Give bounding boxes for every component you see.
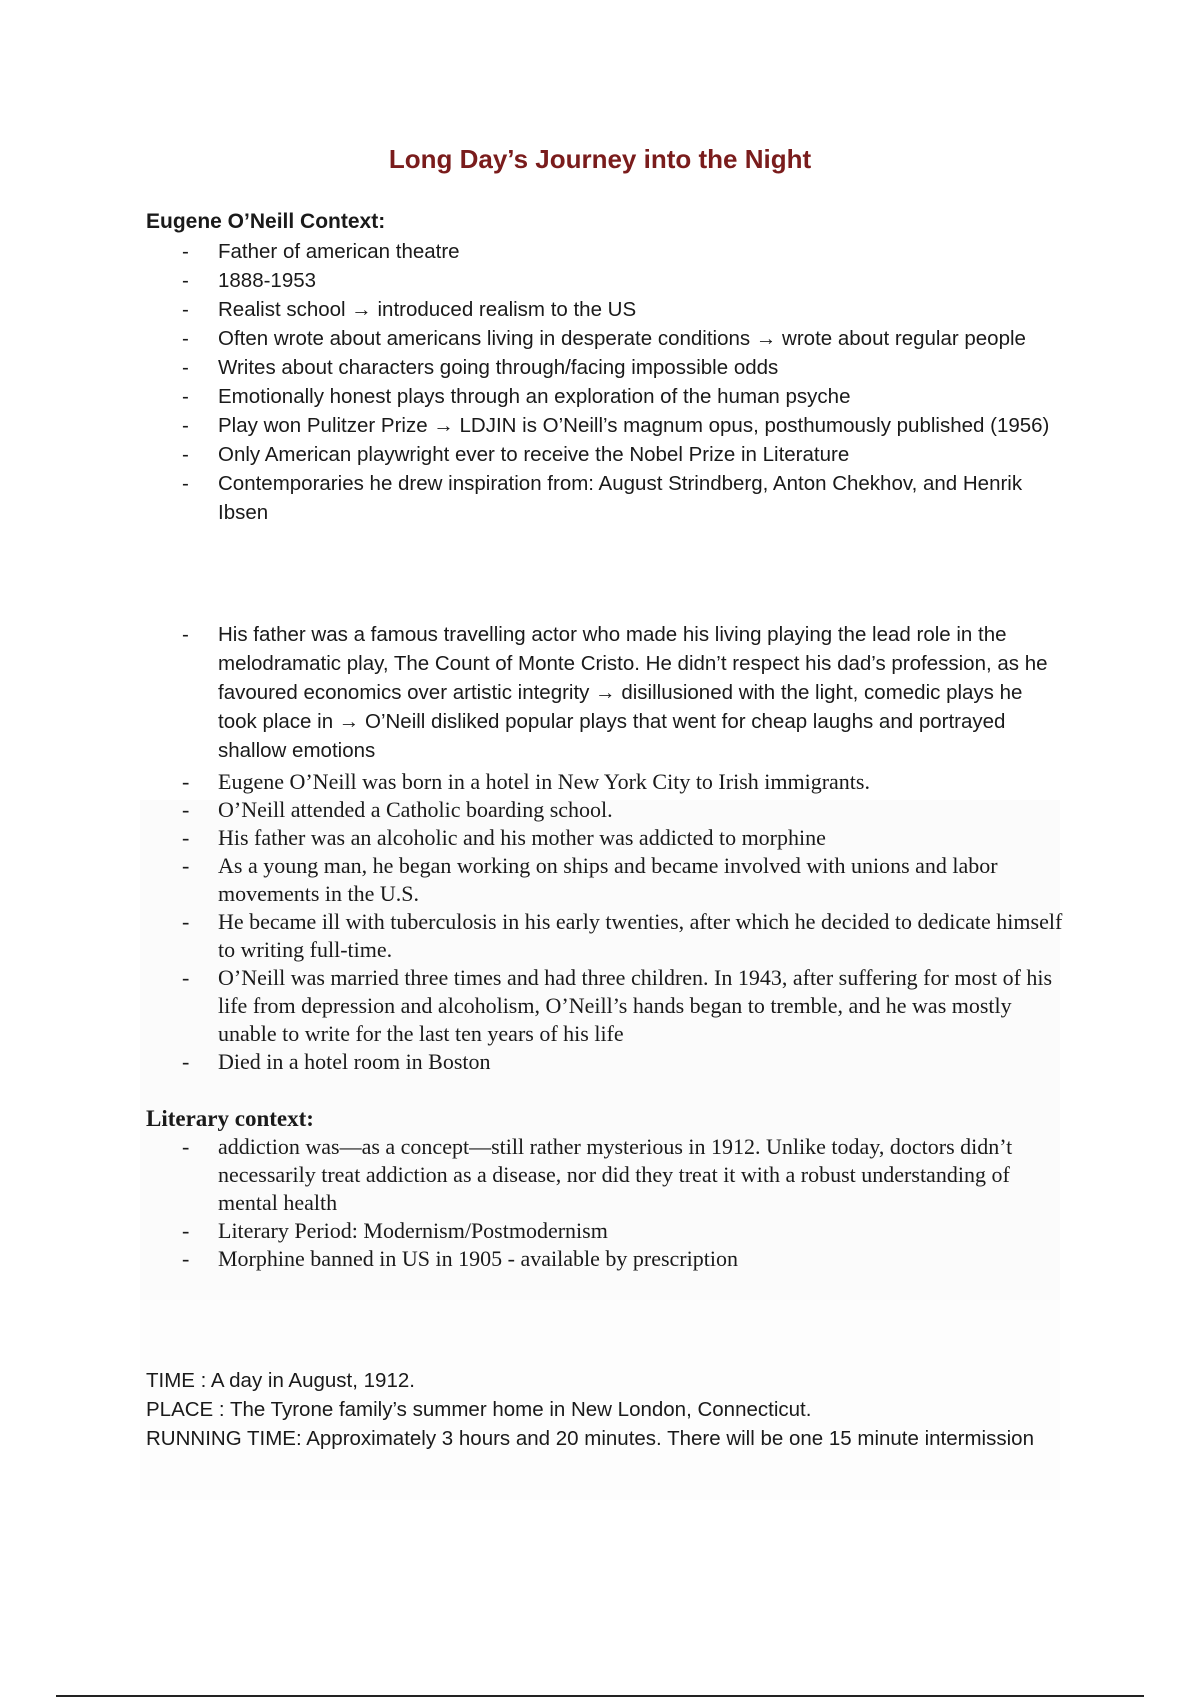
bullet-dash: - xyxy=(182,825,190,850)
list-item xyxy=(146,324,1066,353)
bullet-dash: - xyxy=(182,797,190,822)
list-item-text: Contemporaries he drew inspiration from: August Strindberg, Anton Chekhov, and Henrik Ibsen xyxy=(218,472,1023,524)
bullet-dash: - xyxy=(182,1049,190,1074)
bullet-dash: - xyxy=(182,909,190,934)
list-item xyxy=(146,768,1066,796)
list-item-text: Realist school → introduced realism to the US xyxy=(218,298,637,321)
list-item-text: O’Neill was married three times and had three children. In 1943, after suffering for most of his life from depression and alcoholism, O’Neill’s hands began to tremble, and he was mostly unable to write for the last ten years of his life xyxy=(218,965,1053,1046)
list-item-text: He became ill with tuberculosis in his early twenties, after which he decided to dedicate himself to writing full-time. xyxy=(218,909,1063,962)
footer-divider xyxy=(56,1695,1144,1697)
bullet-dash: - xyxy=(182,1134,190,1159)
biography-list xyxy=(146,768,1066,1076)
time-line: TIME : A day in August, 1912. xyxy=(146,1369,415,1392)
father-list xyxy=(146,620,1066,765)
list-item-text: Literary Period: Modernism/Postmodernism xyxy=(218,1218,608,1243)
list-item-text: O’Neill attended a Catholic boarding school. xyxy=(218,797,613,822)
list-item-text: addiction was—as a concept—still rather mysterious in 1912. Unlike today, doctors didn’t necessarily treat addiction as a disease, nor did they treat it with a robust understanding of mental health xyxy=(218,1134,1013,1215)
bullet-dash: - xyxy=(182,443,189,466)
context-list xyxy=(146,237,1066,527)
list-item xyxy=(146,353,1066,382)
list-item-text: Play won Pulitzer Prize → LDJIN is O’Neill’s magnum opus, posthumously published (1956) xyxy=(218,414,1050,437)
list-item xyxy=(146,1245,1066,1273)
list-item xyxy=(146,1217,1066,1245)
list-item xyxy=(146,796,1066,824)
bullet-dash: - xyxy=(182,414,189,437)
list-item-text: Emotionally honest plays through an exploration of the human psyche xyxy=(218,385,851,408)
bullet-dash: - xyxy=(182,769,190,794)
bullet-dash: - xyxy=(182,240,189,263)
list-item xyxy=(146,469,1066,527)
bullet-dash: - xyxy=(182,327,189,350)
production-info xyxy=(146,1366,1046,1453)
list-item xyxy=(146,964,1066,1048)
list-item xyxy=(146,440,1066,469)
bullet-dash: - xyxy=(182,298,189,321)
place-line: PLACE : The Tyrone family’s summer home in New London, Connecticut. xyxy=(146,1398,812,1421)
page-title: Long Day’s Journey into the Night xyxy=(388,144,812,174)
list-item xyxy=(146,411,1066,440)
list-item xyxy=(146,908,1066,964)
literary-list xyxy=(146,1133,1066,1273)
list-item-text: Eugene O’Neill was born in a hotel in New York City to Irish immigrants. xyxy=(218,769,870,794)
bullet-dash: - xyxy=(182,623,189,646)
list-item xyxy=(146,852,1066,908)
list-item-text: As a young man, he began working on ships and became involved with unions and labor movements in the U.S. xyxy=(218,853,998,906)
list-item-text: Morphine banned in US in 1905 - available by prescription xyxy=(218,1246,738,1271)
bullet-dash: - xyxy=(182,965,190,990)
list-item xyxy=(146,824,1066,852)
context-heading: Eugene O’Neill Context: xyxy=(146,210,386,233)
list-item-text: His father was an alcoholic and his mother was addicted to morphine xyxy=(218,825,826,850)
literary-heading: Literary context: xyxy=(146,1106,314,1131)
list-item xyxy=(146,1048,1066,1076)
bullet-dash: - xyxy=(182,1218,190,1243)
list-item xyxy=(146,1133,1066,1217)
list-item-text: Only American playwright ever to receive the Nobel Prize in Literature xyxy=(218,443,850,466)
list-item-text: Often wrote about americans living in desperate conditions → wrote about regular people xyxy=(218,327,1026,350)
list-item xyxy=(146,295,1066,324)
bullet-dash: - xyxy=(182,385,189,408)
list-item-text: Father of american theatre xyxy=(218,240,460,263)
bullet-dash: - xyxy=(182,1246,190,1271)
bullet-dash: - xyxy=(182,269,189,292)
list-item-text: Writes about characters going through/facing impossible odds xyxy=(218,356,779,379)
list-item xyxy=(146,237,1066,266)
list-item-text: His father was a famous travelling actor who made his living playing the lead role in the melodramatic play, The Count of Monte Cristo. He didn’t respect his dad’s profession, as he favoured economics over artistic integrity → disillusioned with the light, comedic plays he took place in → O’Neill disliked popular plays that went for cheap laughs and portrayed shallow emotions xyxy=(218,623,1048,762)
bullet-dash: - xyxy=(182,356,189,379)
bullet-dash: - xyxy=(182,853,190,878)
list-item-text: Died in a hotel room in Boston xyxy=(218,1049,491,1074)
running-time-line: RUNNING TIME: Approximately 3 hours and 20 minutes. There will be one 15 minute intermission xyxy=(146,1427,1034,1450)
bullet-dash: - xyxy=(182,472,189,495)
list-item-text: 1888-1953 xyxy=(218,269,317,292)
list-item xyxy=(146,620,1066,765)
list-item xyxy=(146,266,1066,295)
list-item xyxy=(146,382,1066,411)
